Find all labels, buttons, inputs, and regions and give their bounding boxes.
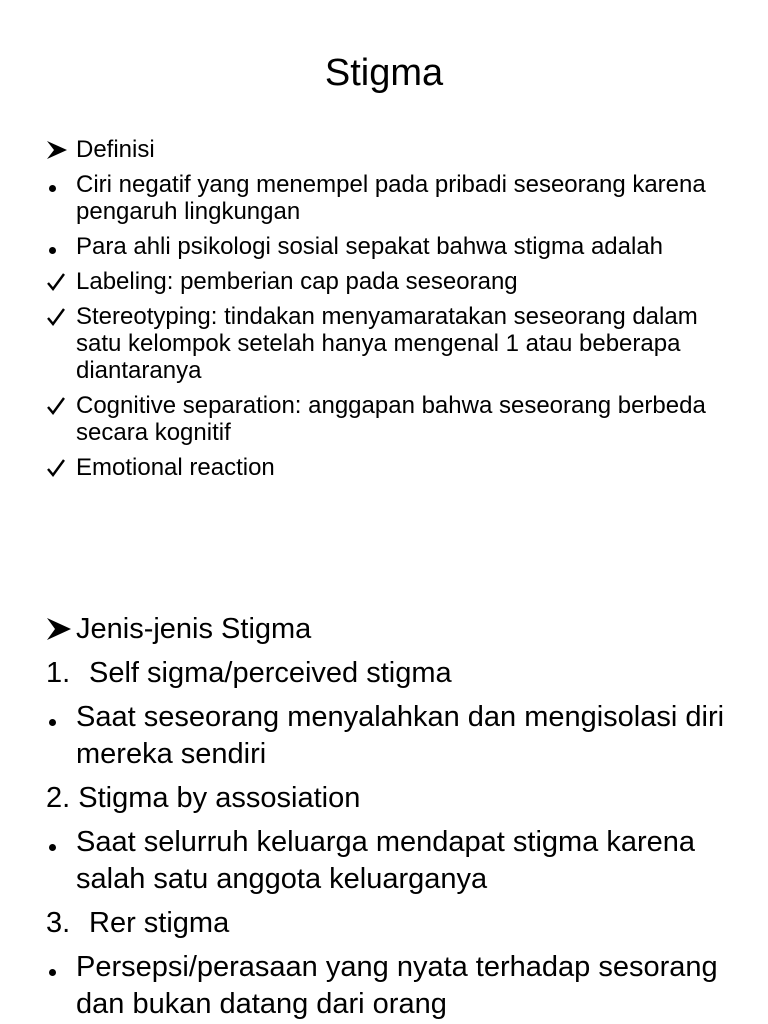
list-item [46, 780, 746, 817]
item-text: Rer stigma [89, 907, 230, 939]
list-item [46, 824, 746, 898]
bullet-icon [46, 699, 74, 736]
item-text: Self sigma/perceived stigma [89, 657, 452, 689]
list-item [46, 136, 746, 163]
check-icon [46, 392, 74, 422]
item-text: Jenis-jenis Stigma [76, 613, 312, 645]
item-text: Ciri negatif yang menempel pada pribadi seseorang karena pengaruh lingkungan [76, 171, 706, 225]
definition-list [46, 136, 746, 489]
arrow-icon [46, 136, 74, 166]
list-item [46, 303, 746, 384]
bullet-icon [46, 171, 74, 198]
bullet-icon [46, 824, 74, 861]
list-item [46, 268, 746, 295]
check-icon [46, 303, 74, 333]
list-item [46, 905, 746, 942]
item-text: Stereotyping: tindakan menyamaratakan seseorang dalam satu kelompok setelah hanya mengenal 1 atau beberapa diantaranya [76, 303, 698, 384]
item-text: Saat selurruh keluarga mendapat stigma karena salah satu anggota keluarganya [76, 826, 696, 895]
slide-jenis-stigma [0, 512, 768, 1024]
arrow-icon [46, 611, 74, 651]
list-item [46, 392, 746, 446]
item-text: Definisi [76, 136, 155, 163]
check-icon [46, 454, 74, 484]
list-item [46, 655, 746, 692]
list-item [46, 454, 746, 481]
item-number: 3. [46, 907, 71, 939]
types-list [46, 611, 746, 1024]
item-number: 1. [46, 657, 71, 689]
list-item [46, 699, 746, 773]
item-text: 2. Stigma by assosiation [46, 782, 361, 814]
list-item [46, 611, 746, 648]
item-text: Persepsi/perasaan yang nyata terhadap sesorang dan bukan datang dari orang [76, 951, 718, 1020]
slide-title: Stigma [324, 52, 444, 94]
item-text: Emotional reaction [76, 454, 275, 481]
item-text: Cognitive separation: anggapan bahwa seseorang berbeda secara kognitif [76, 392, 706, 446]
list-item [46, 171, 746, 225]
check-icon [46, 268, 74, 298]
bullet-icon [46, 949, 74, 986]
item-text: Para ahli psikologi sosial sepakat bahwa stigma adalah [76, 233, 664, 260]
list-item [46, 233, 746, 260]
list-item [46, 949, 746, 1023]
item-text: Saat seseorang menyalahkan dan mengisolasi diri mereka sendiri [76, 701, 725, 770]
bullet-icon [46, 233, 74, 260]
item-text: Labeling: pemberian cap pada seseorang [76, 268, 518, 295]
